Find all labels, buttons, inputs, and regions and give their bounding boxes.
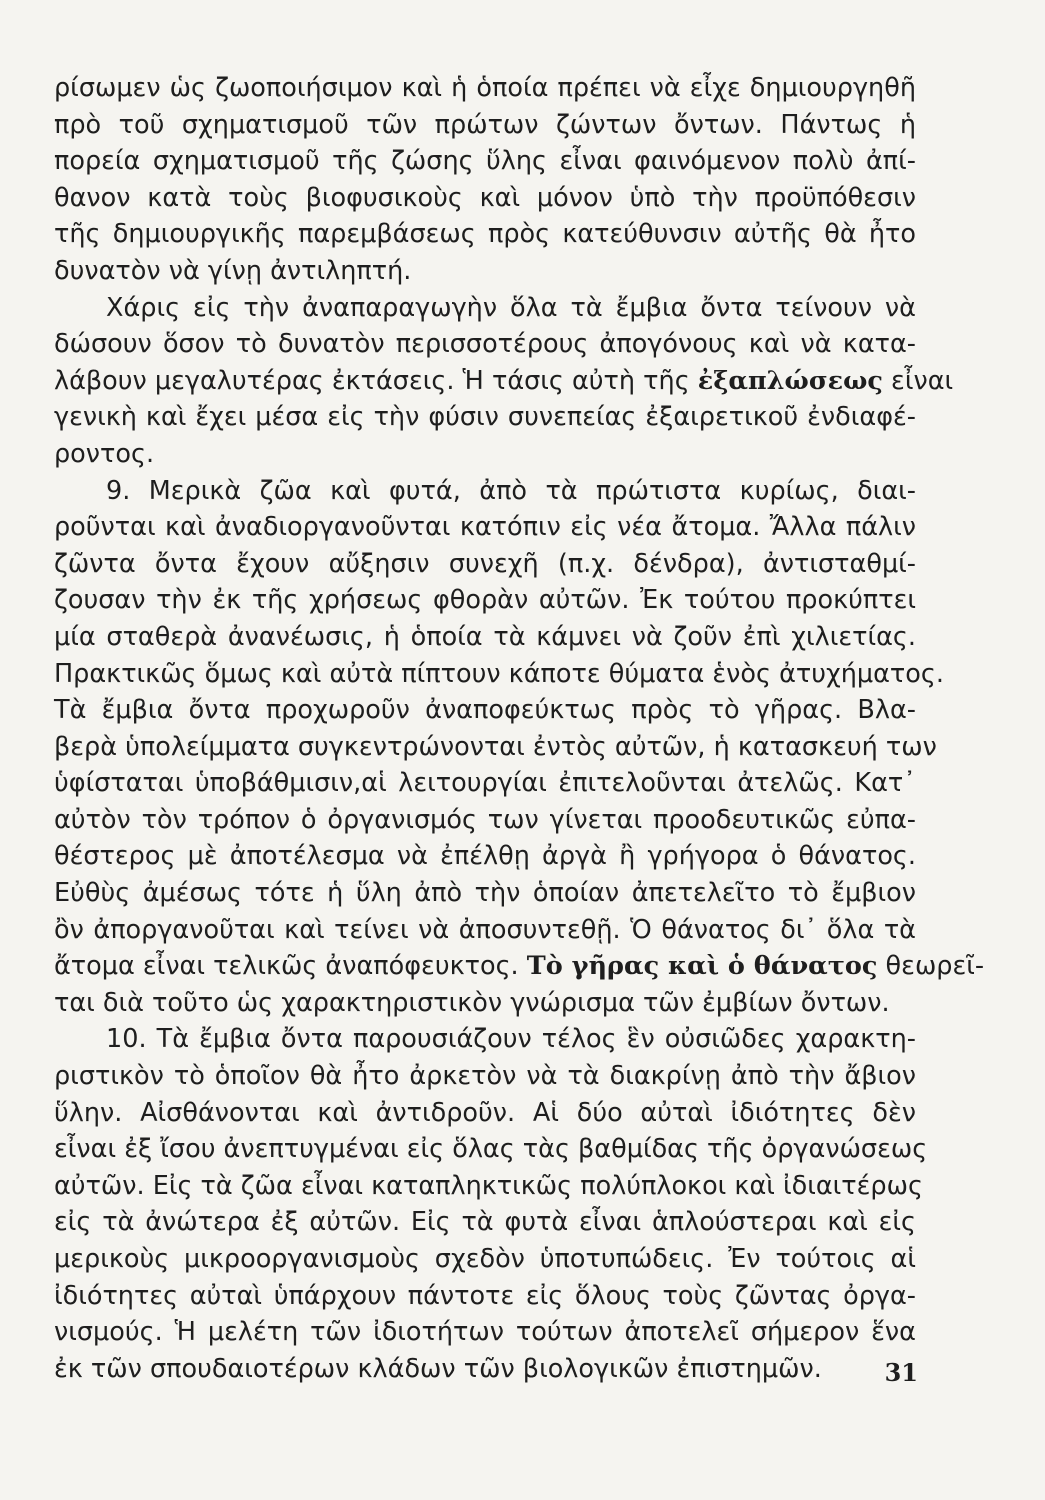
text-segment: θεωρεῖ-: [877, 951, 985, 982]
text-line: ὕλην. Αἰσθάνονται καὶ ἀντιδροῦν. Αἱ δύο αὐταὶ ἰδιότητες δὲν: [54, 1097, 916, 1128]
text-line: ροῦνται καὶ ἀναδιοργανοῦνται κατόπιν εἰς νέα ἄτομα. Ἄλλα πάλιν: [54, 512, 916, 543]
text-line: ὂν ἀποργανοῦται καὶ τείνει νὰ ἀποσυντεθῇ. Ὁ θάνατος δι᾽ ὅλα τὰ: [54, 914, 916, 945]
text-line: Εὐθὺς ἀμέσως τότε ἡ ὕλη ἀπὸ τὴν ὁποίαν ἀπετελεῖτο τὸ ἔμβιον: [54, 878, 916, 909]
text-line: ὑφίσταται ὑποβάθμισιν,αἱ λειτουργίαι ἐπιτελοῦνται ἀτελῶς. Κατ᾽: [54, 768, 916, 799]
text-line: ζῶντα ὄντα ἔχουν αὔξησιν συνεχῆ (π.χ. δένδρα), ἀντισταθμί-: [54, 548, 916, 579]
text-segment: λάβουν μεγαλυτέρας ἐκτάσεις. Ἡ τάσις αὐτὴ τῆς: [54, 365, 698, 396]
text-line: αὐτὸν τὸν τρόπον ὁ ὀργανισμός των γίνεται προοδευτικῶς εὐπα-: [54, 804, 916, 835]
text-line-with-emphasis: [54, 948, 985, 985]
text-line: τῆς δημιουργικῆς παρεμβάσεως πρὸς κατεύθυνσιν αὐτῆς θὰ ἦτο: [54, 219, 916, 250]
text-line: δυνατὸν νὰ γίνῃ ἀντιληπτή.: [54, 255, 412, 286]
text-line: θανον κατὰ τοὺς βιοφυσικοὺς καὶ μόνον ὑπὸ τὴν προϋπόθεσιν: [54, 182, 916, 213]
text-line: Πρακτικῶς ὅμως καὶ αὐτὰ πίπτουν κάποτε θύματα ἑνὸς ἀτυχήματος.: [54, 658, 944, 689]
body-text: [54, 70, 985, 1387]
text-line: ται διὰ τοῦτο ὡς χαρακτηριστικὸν γνώρισμα τῶν ἐμβίων ὄντων.: [54, 987, 890, 1018]
text-line: εἰς τὰ ἀνώτερα ἐξ αὐτῶν. Εἰς τὰ φυτὰ εἶναι ἁπλούστεραι καὶ εἰς: [54, 1207, 916, 1238]
text-segment: εἶναι: [882, 365, 954, 396]
text-line: μία σταθερὰ ἀνανέωσις, ἡ ὁποία τὰ κάμνει νὰ ζοῦν ἐπὶ χιλιετίας.: [54, 621, 916, 652]
text-line: νισμούς. Ἡ μελέτη τῶν ἰδιοτήτων τούτων ἀποτελεῖ σήμερον ἕνα: [54, 1317, 916, 1348]
text-line: πορεία σχηματισμοῦ τῆς ζώσης ὕλης εἶναι φαινόμενον πολὺ ἀπί-: [54, 146, 916, 177]
text-line: Χάρις εἰς τὴν ἀναπαραγωγὴν ὅλα τὰ ἔμβια ὄντα τείνουν νὰ: [106, 292, 916, 323]
text-line: Τὰ ἔμβια ὄντα προχωροῦν ἀναποφεύκτως πρὸς τὸ γῆρας. Βλα-: [54, 695, 916, 726]
text-line: ροντος.: [54, 438, 155, 469]
text-line: 10. Τὰ ἔμβια ὄντα παρουσιάζουν τέλος ἓν οὐσιῶδες χαρακτη-: [106, 1024, 916, 1055]
text-line: 9. Μερικὰ ζῶα καὶ φυτά, ἀπὸ τὰ πρώτιστα κυρίως, διαι-: [106, 475, 916, 506]
text-line: εἶναι ἐξ ἴσου ἀνεπτυγμέναι εἰς ὅλας τὰς βαθμίδας τῆς ὀργανώσεως: [54, 1134, 928, 1165]
text-line-with-emphasis: [54, 363, 954, 400]
text-line: ζουσαν τὴν ἐκ τῆς χρήσεως φθορὰν αὐτῶν. Ἐκ τούτου προκύπτει: [54, 585, 916, 616]
text-line: θέστερος μὲ ἀποτέλεσμα νὰ ἐπέλθῃ ἀργὰ ἢ γρήγορα ὁ θάνατος.: [54, 841, 916, 872]
text-line: δώσουν ὅσον τὸ δυνατὸν περισσοτέρους ἀπογόνους καὶ νὰ κατα-: [54, 329, 916, 360]
text-line: ριστικὸν τὸ ὁποῖον θὰ ἦτο ἀρκετὸν νὰ τὰ διακρίνῃ ἀπὸ τὴν ἄβιον: [54, 1061, 916, 1092]
text-line: ἰδιότητες αὐταὶ ὑπάρχουν πάντοτε εἰς ὅλους τοὺς ζῶντας ὀργα-: [54, 1280, 916, 1311]
text-segment: ἄτομα εἶναι τελικῶς ἀναπόφευκτος.: [54, 951, 527, 982]
text-line: γενικὴ καὶ ἔχει μέσα εἰς τὴν φύσιν συνεπείας ἐξαιρετικοῦ ἐνδιαφέ-: [54, 402, 916, 433]
text-line: μερικοὺς μικροοργανισμοὺς σχεδὸν ὑποτυπώδεις. Ἐν τούτοις αἱ: [54, 1244, 916, 1274]
text-line: πρὸ τοῦ σχηματισμοῦ τῶν πρώτων ζώντων ὄντων. Πάντως ἡ: [54, 109, 916, 140]
text-line: ἐκ τῶν σπουδαιοτέρων κλάδων τῶν βιολογικῶν ἐπιστημῶν.: [54, 1353, 822, 1384]
text-line: ρίσωμεν ὡς ζωοποιήσιμον καὶ ἡ ὁποία πρέπει νὰ εἶχε δημιουργηθῆ: [54, 73, 916, 103]
page-number: 31: [884, 1358, 918, 1387]
text-line: αὐτῶν. Εἰς τὰ ζῶα εἶναι καταπληκτικῶς πολύπλοκοι καὶ ἰδιαιτέρως: [54, 1170, 923, 1201]
emphasized-term: ἐξαπλώσεως: [697, 365, 883, 396]
emphasized-term: Τὸ γῆρας καὶ ὁ θάνατος: [526, 951, 878, 982]
text-line: βερὰ ὑπολείμματα συγκεντρώνονται ἐντὸς αὐτῶν, ἡ κατασκευή των: [54, 731, 937, 762]
